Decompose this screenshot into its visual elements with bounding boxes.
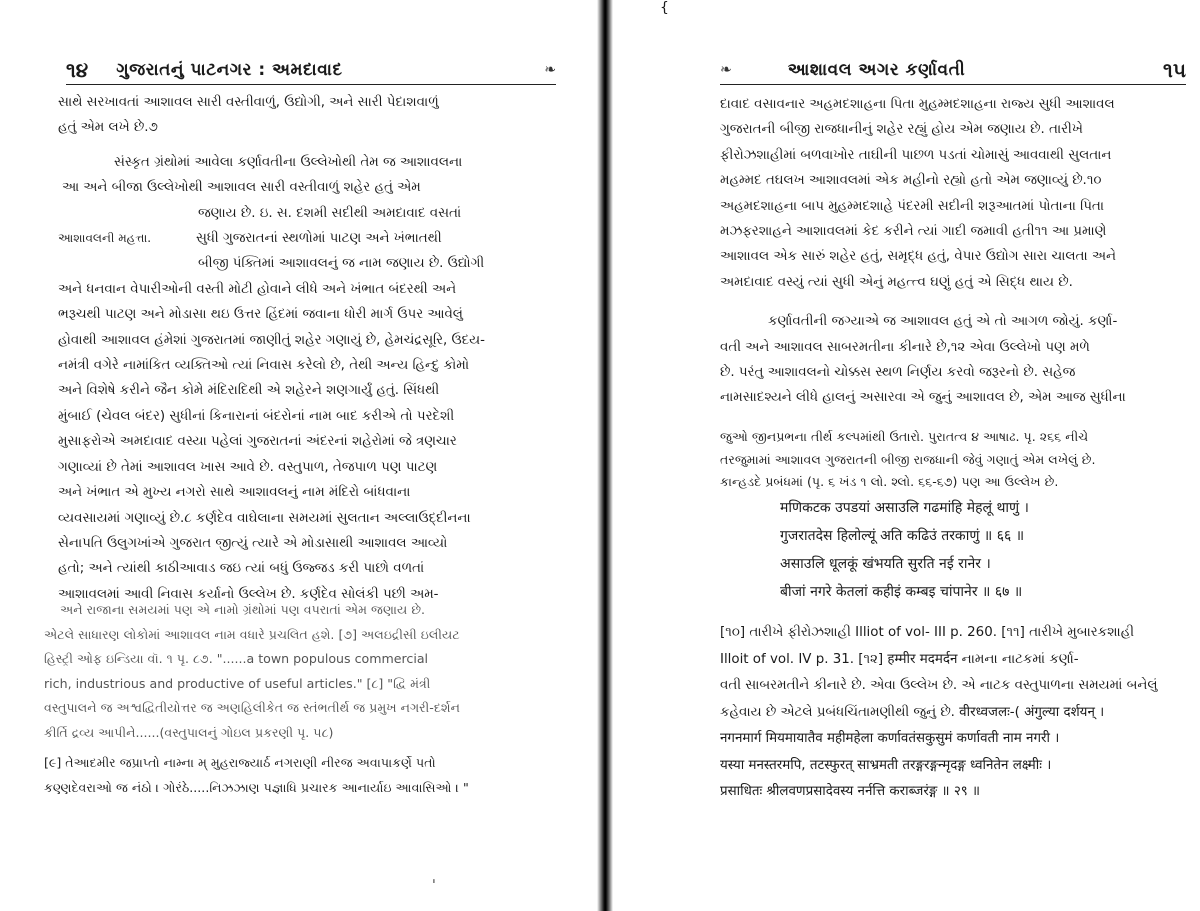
text-line: આશાવલમાં આવી નિવાસ કર્યાનો ઉલ્લેખ છે. કર્ણદેવ સોલંકી પછી અમ- bbox=[58, 586, 439, 602]
text-line: દાવાદ વસાવનાર અહમદશાહના પિતા મુહમ્મદશાહના રાજ્ય સુધી આશાવલ bbox=[720, 97, 1115, 112]
text-line: સંસ્કૃત ગ્રંથોમાં આવેલા કર્ણાવતીના ઉલ્લેખોથી તેમ જ આશાવલના bbox=[114, 154, 463, 170]
text-line: ગુજરાતની બીજી રાજધાનીનું શહેર રહ્યું હોય એમ જણાય છે. તારીખે bbox=[720, 122, 1083, 138]
body-text bbox=[58, 90, 578, 607]
text-line: બીજી પંક્તિમાં આશાવલનું જ નામ જણાય છે. ઉદ્યોગી bbox=[198, 256, 485, 272]
verse-line: बीजां नगरे केतलां कहीइं कम्बइ चांपानेर ॥ ६७ ॥ bbox=[780, 583, 1023, 600]
ornament-icon: ❧ bbox=[544, 62, 556, 78]
running-title: આશાવલ અગર કર્ણાવતી bbox=[787, 60, 966, 80]
running-title: ગુજરાતનું પાટનગર : અમદાવાદ bbox=[116, 60, 343, 80]
text-line: મુંબાઈ (ચેવલ બંદર) સુધીનાં કિનારાનાં બંદરોનાં નામ બાદ કરીએ તો પરદેશી bbox=[58, 408, 455, 424]
text-line: મુસાફરોએ અમદાવાદ વસ્યા પહેલાં ગુજરાતનાં અંદરનાં શહેરોમાં જે ત્રણચાર bbox=[58, 434, 457, 450]
footnote-line: यस्या मनस्तरमपि, तटस्फुरत् साभ्रमती तरङ्गरङ्गन्मृदङ्ग ध्वनितेन लक्ष्मीः । bbox=[720, 757, 1052, 773]
text-line: સાથે સરખાવતાં આશાવલ સારી વસ્તીવાળું, ઉદ્યોગી, અને સારી પેદાશવાળું bbox=[58, 95, 439, 110]
footnotes bbox=[720, 620, 1190, 806]
text-line: હતો; અને ત્યાંથી કાઠીઆવાડ જઇ ત્યાં બધું ઉજ્જડ કરી પાછો વળતાં bbox=[58, 561, 425, 577]
print-mark: ˈ bbox=[432, 878, 436, 894]
text-line: સેનાપતિ ઉલુગખાંએ ગુજરાત જીત્યું ત્યારે એ મોડાસાથી આશાવલ આવ્યો bbox=[58, 535, 448, 551]
footnote-line: વતી સાબરમતીને કીનારે છે. એવા ઉલ્લેખ છે. એ નાટક વસ્તુપાળના સમયમાં બનેલું bbox=[720, 678, 1158, 693]
ornament-icon: ❧ bbox=[720, 62, 732, 78]
footnote-line: એટલે સાધારણ લોકોમાં આશાવલ નામ વધારે પ્રચલિત હશે. [૭] અલઇદ્રીસી ઇલીયટ bbox=[44, 626, 460, 642]
text-line: અને ખંભાત એ મુખ્ય નગરો સાથે આશાવલનું નામ મંદિરો બાંધવાના bbox=[58, 485, 411, 501]
verse-line: असाउलि धूलकूं खंभयति सुरति नई रानेर । bbox=[780, 555, 991, 572]
footnotes bbox=[44, 598, 579, 800]
footnote-line: કાન્હડદે પ્રબંધમાં (પૃ. ૬ ખંડ ૧ લો. શ્લો. ૬૬-૬૭) પણ આ ઉલ્લેખ છે. bbox=[720, 474, 1059, 489]
verse-line: मणिकटक उपडयां असाउलि गढमांहि मेहलूं थाणुं । bbox=[780, 499, 1029, 516]
text-line: સુધી ગુજરાતનાં સ્થળોમાં પાટણ અને ખંભાતથી bbox=[196, 231, 442, 247]
text-line: અમદાવાદ વસ્યું ત્યાં સુધી એનું મહત્ત્વ ઘણું હતું એ સિદ્ધ થાય છે. bbox=[720, 274, 1073, 290]
margin-note: આશાવલની મહત્તા. bbox=[58, 231, 152, 246]
text-line: જણાય છે. ઇ. સ. દશમી સદીથી અમદાવાદ વસતાં bbox=[198, 205, 462, 221]
footnote-line: [૧૦] તારીખે ફીરોઝશાહી Illiot of vol- III p. 260. [૧૧] તારીખે મુબારકશાહી bbox=[720, 625, 1135, 640]
text-line: હતું એમ લખે છે.૭ bbox=[58, 120, 158, 136]
footnote-line: [૯] તેઆદમીર જપ્રાપ્તો નામ્ના મ્ મુહરાજ્યાર્ઠ નગરાણી નીરજ અવાપાકર્ણે પતો bbox=[44, 755, 436, 770]
footnote-line: તરજુમામાં આશાવલ ગુજરાતની બીજી રાજધાની જેવું ગણાતું એમ લખેલું છે. bbox=[720, 451, 1096, 467]
text-line: અહમદશાહના બાપ મુહમ્મદશાહે પંદરમી સદીની શરૂઆતમાં પોતાના પિતા bbox=[720, 198, 1105, 214]
text-line: અને ધનવાન વેપારીઓની વસ્તી મોટી હોવાને લીધે અને ખંભાત બંદરથી અને bbox=[58, 281, 457, 297]
left-page-header bbox=[66, 56, 556, 85]
print-mark: { bbox=[660, 0, 669, 16]
text-line: મહમ્મદ તઘલખ આશાવલમાં એક મહીનો રહ્યો હતો એમ જણાવ્યું છે.૧૦ bbox=[720, 173, 1102, 189]
text-line: નમંત્રી વગેરે નામાંકિત વ્યક્તિઓ ત્યાં નિવાસ કરેલો છે, તેથી અન્ય હિન્દુ કોમો bbox=[58, 358, 470, 374]
footnote-line: प्रसाधितः श्रीलवणप्रसादेवस्य नर्नत्ति कराब्जरंङ्ग ॥ २९ ॥ bbox=[720, 784, 981, 799]
text-line: છે. પરંતુ આશાવલનો ચોક્કસ સ્થળ નિર્ણય કરવો જરૂરનો છે. સહેજ bbox=[720, 365, 1076, 381]
page-number: ૧૫ bbox=[1163, 58, 1186, 82]
book-gutter bbox=[597, 0, 613, 911]
footnote-line: કણ્ણદેવરાઓ જ નંઠો । ગોરંઠે.....નિઝઝાણ પજ્ઞાધિ પ્રચારક આનાર્યાઇ આવાસિઓ । " bbox=[44, 779, 469, 795]
footnote-line: કહેવાય છે એટલે પ્રબંધચિંતામણીથી જુનું છે. वीरध्वजलः-( अंगुल्या दर्शयन् । bbox=[720, 704, 1105, 720]
text-line: ગણાવ્યાં છે તેમાં આશાવલ ખાસ આવે છે. વસ્તુપાળ, તેજપાળ પણ પાટણ bbox=[58, 459, 438, 475]
footnote-line: વસ્તુપાલને જ અશ્વદ્વિતીયોત્તર જ અણહિલીકેત જ સ્તંભતીર્થ જ પ્રમુખ નગરી-દર્શન bbox=[44, 700, 460, 715]
text-line: મઝફરશાહને આશાવલમાં કેદ કરીને ત્યાં ગાદી જમાવી હતી૧૧ આ પ્રમાણે bbox=[720, 224, 1107, 240]
text-line: ભરૂચથી પાટણ અને મોડાસા થઇ ઉત્તર હિંદમાં જવાના ધોરી માર્ગ ઉપર આવેલું bbox=[58, 307, 463, 323]
text-line: વ્યવસાયમાં ગણાવ્યું છે.૮ કર્ણદેવ વાઘેલાના સમયમાં સુલતાન અલ્લાઉદ્દીનના bbox=[58, 510, 471, 526]
footnote-line: Illoit of vol. IV p. 31. [૧૨] हम्मीर मदमर्दन નામના નાટકમાં કર્ણા- bbox=[720, 651, 1079, 667]
footnote-line: હિસ્ટ્રી ઓફ ઇન્ડિયા વૉ. ૧ પૃ. ૮૭. "......a town populous commercial bbox=[44, 651, 429, 666]
footnote-line: કીર્તિ દ્રવ્ય આપીને......(વસ્તુપાલનું ગોઇલ પ્રકરણી પૃ. ૫૮) bbox=[44, 724, 334, 740]
text-line: હોવાથી આશાવલ હંમેશાં ગુજરાતમાં જાણીતું શહેર ગણાયું છે, હેમચંદ્રસૂરિ, ઉદય- bbox=[58, 332, 485, 348]
text-line: આ અને બીજા ઉલ્લેખોથી આશાવલ સારી વસ્તીવાળું શહેર હતું એમ bbox=[62, 180, 421, 196]
text-line: અને વિશેષે કરીને જૈન કોમે મંદિરાદિથી એ શહેરને શણગાર્યું હતું. સિંધથી bbox=[58, 383, 440, 399]
body-text bbox=[720, 92, 1190, 411]
footnote-line: rich, industrious and productive of useful articles." [૮] "દ્વિ મંત્રી bbox=[44, 675, 431, 691]
text-line: કર્ણાવતીની જગ્યાએ જ આશાવલ હતું એ તો આગળ જોયું. કર્ણા- bbox=[768, 314, 1118, 330]
right-page bbox=[612, 0, 1200, 911]
footnote-line: અને રાજાના સમયમાં પણ એ નામો ગ્રંથોમાં પણ વપરાતાં એમ જણાય છે. bbox=[60, 602, 426, 617]
left-page bbox=[0, 0, 598, 911]
text-line: નામસાદશ્યને લીધે હાલનું અસારવા એ જુનું આશાવલ છે, એમ આજ સુધીના bbox=[720, 390, 1126, 406]
verse-line: गुजरातदेस हिलोल्यूं अति कढिउं तरकाणुं ॥ ६६ ॥ bbox=[780, 527, 1025, 544]
text-line: ફીરોઝશાહીમાં બળવાખોર તાઘીની પાછળ પડતાં ચોમાસું આવવાથી સુલતાન bbox=[720, 147, 1112, 163]
right-page-header bbox=[720, 56, 1186, 85]
footnote-quote bbox=[720, 426, 1190, 606]
page-number: ૧૪ bbox=[66, 58, 89, 82]
footnote-line: नगनमार्ग मियमायातैव महीमहेला कर्णावतंसकुसुमं कर्णावती नाम नगरी । bbox=[720, 731, 1060, 746]
text-line: વતી અને આશાવલ સાબરમતીના કીનારે છે,૧૨ એવા ઉલ્લેખો પણ મળે bbox=[720, 339, 1090, 355]
text-line: આશાવલ એક સારું શહેર હતું, સમૃદ્ધ હતું, વેપાર ઉદ્યોગ સારા ચાલતા અને bbox=[720, 249, 1117, 265]
footnote-line: જુઓ જીનપ્રભના તીર્થ કલ્પમાંથી ઉતારો. પુરાતત્વ ૪ આષાઢ. પૃ. ૨૬૬ નીચે bbox=[720, 429, 1089, 444]
